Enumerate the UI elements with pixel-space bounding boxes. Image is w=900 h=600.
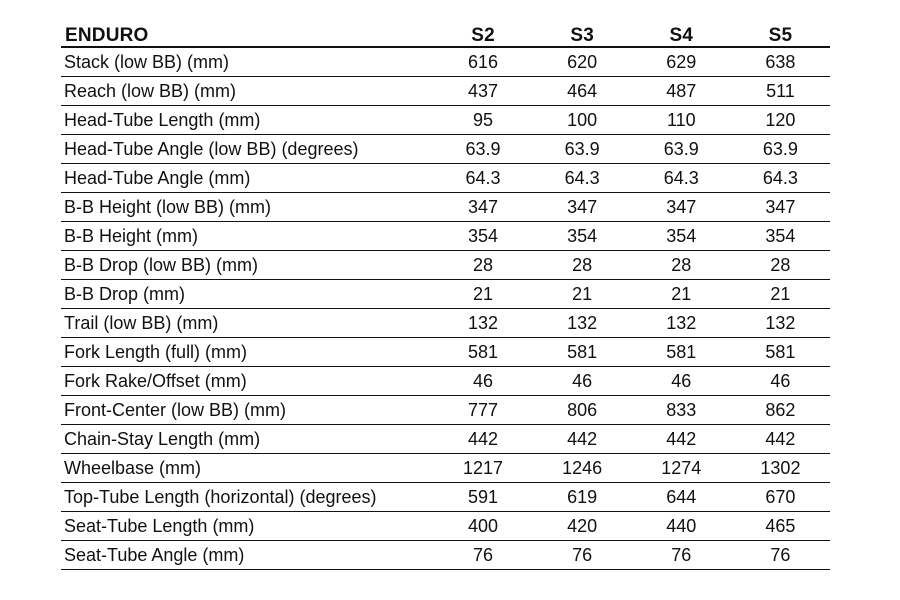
value-cell: 95 [433,106,532,135]
table-row [61,135,830,164]
table-row [61,280,830,309]
value-cell: 64.3 [632,164,731,193]
value-cell: 110 [632,106,731,135]
value-cell: 132 [433,309,532,338]
row-label: Head-Tube Length (mm) [61,106,433,135]
value-cell: 354 [533,222,632,251]
table-row [61,483,830,512]
row-label: B-B Height (low BB) (mm) [61,193,433,222]
value-cell: 64.3 [433,164,532,193]
value-cell: 76 [533,541,632,570]
value-cell: 64.3 [533,164,632,193]
value-cell: 581 [533,338,632,367]
value-cell: 100 [533,106,632,135]
table-title: ENDURO [61,19,433,47]
row-label: B-B Drop (low BB) (mm) [61,251,433,280]
value-cell: 21 [533,280,632,309]
value-cell: 511 [731,77,830,106]
value-cell: 347 [632,193,731,222]
header-row [61,19,830,47]
value-cell: 354 [433,222,532,251]
value-cell: 581 [433,338,532,367]
table-row [61,164,830,193]
value-cell: 442 [433,425,532,454]
value-cell: 63.9 [533,135,632,164]
value-cell: 46 [731,367,830,396]
table-row [61,222,830,251]
table-row [61,512,830,541]
value-cell: 28 [632,251,731,280]
table-row [61,106,830,135]
value-cell: 442 [731,425,830,454]
value-cell: 437 [433,77,532,106]
value-cell: 777 [433,396,532,425]
value-cell: 28 [433,251,532,280]
value-cell: 487 [632,77,731,106]
row-label: Head-Tube Angle (mm) [61,164,433,193]
value-cell: 132 [533,309,632,338]
value-cell: 581 [632,338,731,367]
value-cell: 833 [632,396,731,425]
value-cell: 63.9 [433,135,532,164]
value-cell: 76 [433,541,532,570]
value-cell: 347 [731,193,830,222]
row-label: Seat-Tube Angle (mm) [61,541,433,570]
size-header-s4: S4 [632,19,731,47]
table-row [61,77,830,106]
value-cell: 21 [731,280,830,309]
row-label: Seat-Tube Length (mm) [61,512,433,541]
value-cell: 63.9 [632,135,731,164]
table-row [61,425,830,454]
value-cell: 132 [731,309,830,338]
value-cell: 400 [433,512,532,541]
value-cell: 64.3 [731,164,830,193]
row-label: Fork Rake/Offset (mm) [61,367,433,396]
table-row [61,454,830,483]
value-cell: 442 [533,425,632,454]
geometry-table [61,19,830,570]
value-cell: 644 [632,483,731,512]
row-label: B-B Height (mm) [61,222,433,251]
table-body [61,47,830,570]
value-cell: 638 [731,47,830,77]
size-header-s3: S3 [533,19,632,47]
value-cell: 28 [731,251,830,280]
value-cell: 591 [433,483,532,512]
value-cell: 464 [533,77,632,106]
value-cell: 76 [731,541,830,570]
value-cell: 620 [533,47,632,77]
row-label: Trail (low BB) (mm) [61,309,433,338]
row-label: Top-Tube Length (horizontal) (degrees) [61,483,433,512]
value-cell: 46 [632,367,731,396]
value-cell: 1217 [433,454,532,483]
row-label: Reach (low BB) (mm) [61,77,433,106]
value-cell: 1274 [632,454,731,483]
size-header-s2: S2 [433,19,532,47]
value-cell: 354 [632,222,731,251]
value-cell: 347 [533,193,632,222]
table-row [61,367,830,396]
value-cell: 442 [632,425,731,454]
table-row [61,47,830,77]
row-label: B-B Drop (mm) [61,280,433,309]
value-cell: 420 [533,512,632,541]
value-cell: 347 [433,193,532,222]
row-label: Front-Center (low BB) (mm) [61,396,433,425]
value-cell: 63.9 [731,135,830,164]
row-label: Head-Tube Angle (low BB) (degrees) [61,135,433,164]
value-cell: 616 [433,47,532,77]
value-cell: 629 [632,47,731,77]
value-cell: 862 [731,396,830,425]
value-cell: 21 [632,280,731,309]
table-row [61,309,830,338]
size-header-s5: S5 [731,19,830,47]
value-cell: 76 [632,541,731,570]
value-cell: 670 [731,483,830,512]
value-cell: 120 [731,106,830,135]
value-cell: 46 [533,367,632,396]
row-label: Chain-Stay Length (mm) [61,425,433,454]
value-cell: 132 [632,309,731,338]
row-label: Fork Length (full) (mm) [61,338,433,367]
table-row [61,396,830,425]
value-cell: 28 [533,251,632,280]
value-cell: 354 [731,222,830,251]
row-label: Stack (low BB) (mm) [61,47,433,77]
table-row [61,338,830,367]
value-cell: 581 [731,338,830,367]
value-cell: 806 [533,396,632,425]
table-row [61,251,830,280]
value-cell: 1246 [533,454,632,483]
table-row [61,541,830,570]
value-cell: 440 [632,512,731,541]
value-cell: 465 [731,512,830,541]
table-row [61,193,830,222]
value-cell: 21 [433,280,532,309]
value-cell: 1302 [731,454,830,483]
row-label: Wheelbase (mm) [61,454,433,483]
value-cell: 46 [433,367,532,396]
value-cell: 619 [533,483,632,512]
